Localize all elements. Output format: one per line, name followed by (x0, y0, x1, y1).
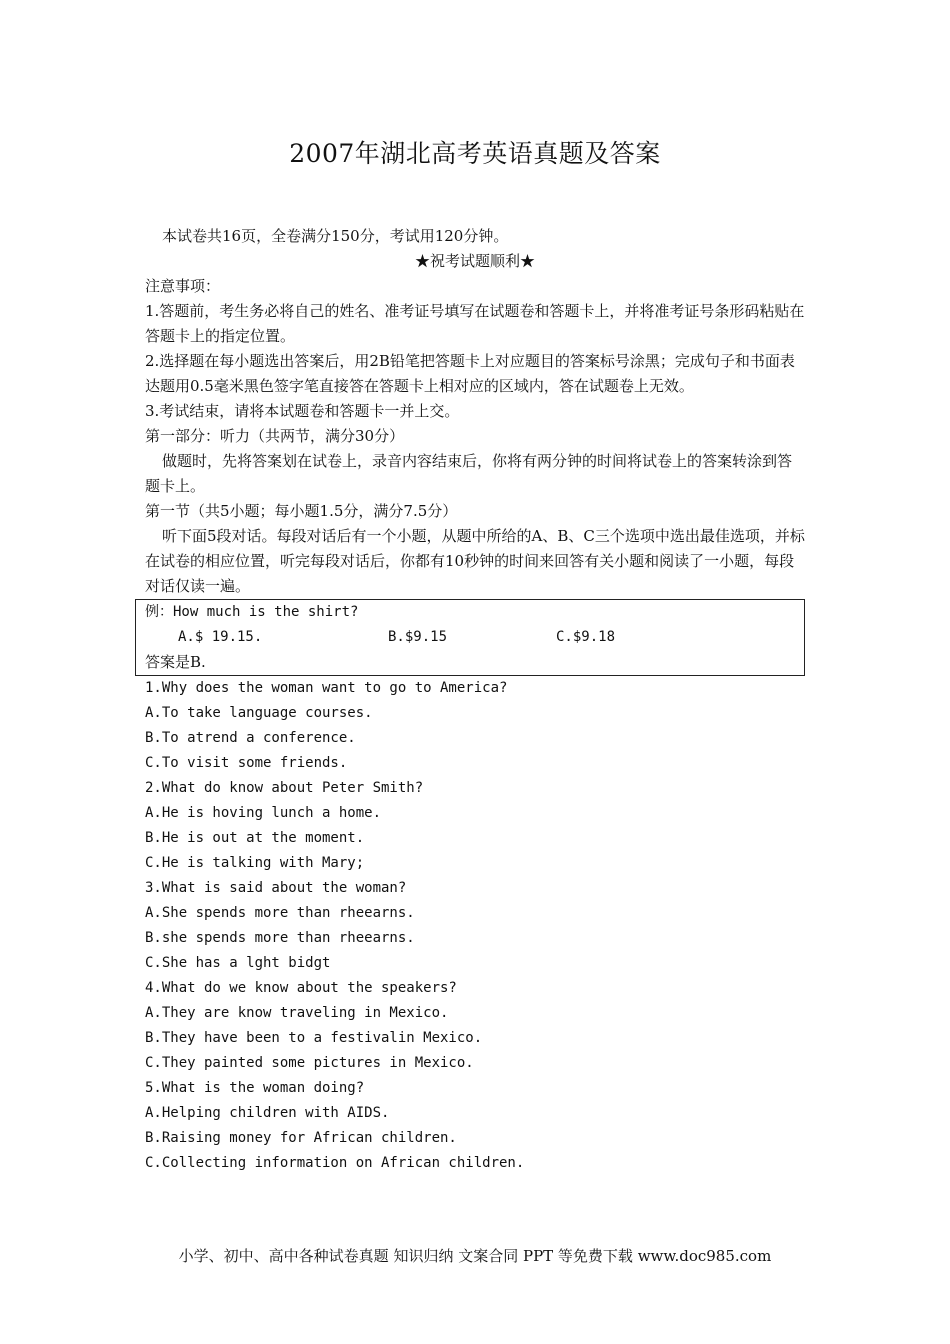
document-body (145, 224, 805, 1176)
question-list (145, 676, 805, 1176)
question-line: C.They painted some pictures in Mexico. (145, 1055, 474, 1071)
example-option-a: A.$ 19.15. (178, 629, 263, 645)
question-line: 3.What is said about the woman? (145, 880, 407, 896)
question-line: A.Helping children with AIDS. (145, 1105, 390, 1121)
question-line: B.They have been to a festivalin Mexico. (145, 1030, 483, 1046)
question-line: 5.What is the woman doing? (145, 1080, 365, 1096)
question-line: B.To atrend a conference. (145, 730, 356, 746)
question-line: A.To take language courses. (145, 705, 373, 721)
notice-item: 1.答题前，考生务必将自己的姓名、准考证号填写在试题卷和答题卡上，并将准考证号条形码粘贴在答题卡上的指定位置。 (145, 302, 805, 345)
wish-text: ★祝考试题顺利★ (414, 252, 535, 270)
question-line: B.she spends more than rheearns. (145, 930, 415, 946)
question-line: A.She spends more than rheearns. (145, 905, 415, 921)
page-title: 2007年湖北高考英语真题及答案 (289, 139, 661, 168)
section1-instruction: 听下面5段对话。每段对话后有一个小题，从题中所给的A、B、C三个选项中选出最佳选项，并标在试卷的相应位置，听完每段对话后，你都有10秒钟的时间来回答有关小题和阅读了一小题，每段对话仅读一遍。 (145, 527, 805, 595)
example-question: 例：How much is the shirt? (145, 604, 359, 620)
footer-text: 小学、初中、高中各种试卷真题 知识归纳 文案合同 PPT 等免费下载 www.doc985.com (178, 1247, 772, 1265)
example-answer: 答案是B. (145, 653, 206, 671)
notice-heading: 注意事项： (145, 277, 221, 295)
example-box (135, 599, 805, 676)
question-line: B.He is out at the moment. (145, 830, 365, 846)
example-option-b: B.$9.15 (388, 629, 448, 645)
part1-instruction: 做题时，先将答案划在试卷上，录音内容结束后，你将有两分钟的时间将试卷上的答案转涂到答题卡上。 (145, 452, 793, 495)
question-line: B.Raising money for African children. (145, 1130, 457, 1146)
question-line: C.He is talking with Mary; (145, 855, 365, 871)
question-line: A.He is hoving lunch a home. (145, 805, 382, 821)
intro-text: 本试卷共16页，全卷满分150分，考试用120分钟。 (162, 227, 509, 245)
example-options (145, 625, 804, 650)
question-line: 2.What do know about Peter Smith? (145, 780, 424, 796)
question-line: A.They are know traveling in Mexico. (145, 1005, 449, 1021)
notice-item: 2.选择题在每小题选出答案后，用2B铅笔把答题卡上对应题目的答案标号涂黑；完成句子和书面表达题用0.5毫米黑色签字笔直接答在答题卡上相对应的区域内，答在试题卷上无效。 (145, 352, 795, 395)
example-option-c: C.$9.18 (556, 629, 616, 645)
question-line: C.She has a lght bidgt (145, 955, 331, 971)
section1-heading: 第一节（共5小题；每小题1.5分，满分7.5分） (145, 502, 458, 520)
question-line: C.To visit some friends. (145, 755, 348, 771)
notice-item: 3.考试结束，请将本试题卷和答题卡一并上交。 (145, 402, 460, 420)
question-line: 1.Why does the woman want to go to America? (145, 680, 508, 696)
question-line: C.Collecting information on African children. (145, 1155, 525, 1171)
part1-heading: 第一部分：听力（共两节，满分30分） (145, 427, 405, 445)
question-line: 4.What do we know about the speakers? (145, 980, 457, 996)
